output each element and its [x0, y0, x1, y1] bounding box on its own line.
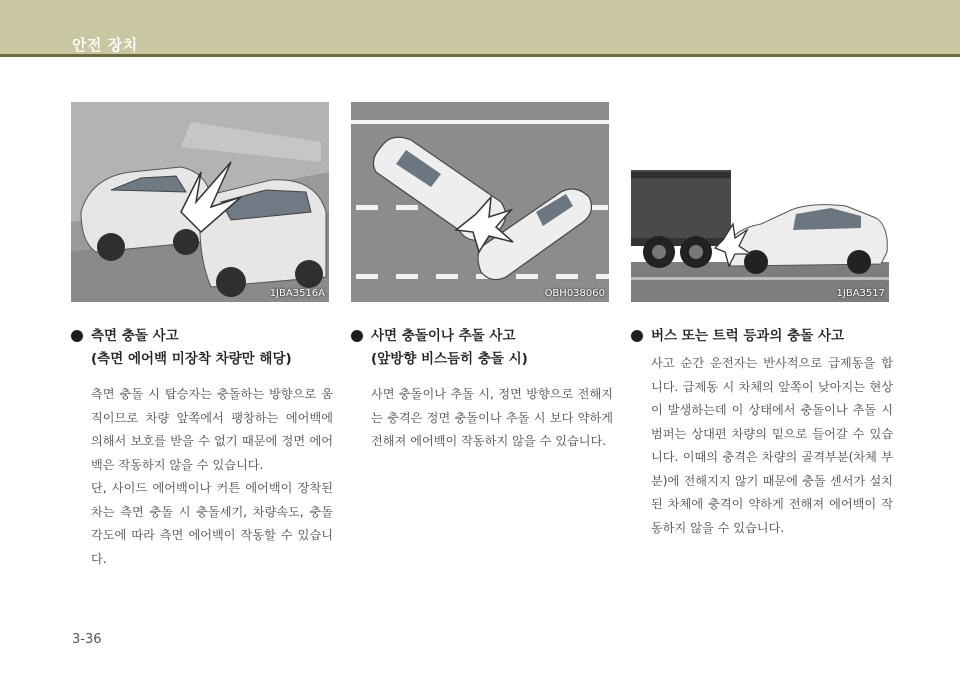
section-heading [631, 325, 893, 348]
oblique-collision-drawing [351, 102, 609, 302]
heading-title: 버스 또는 트럭 등과의 충돌 사고 [651, 328, 845, 344]
section-heading [351, 325, 613, 371]
body-paragraph: 사고 순간 운전자는 반사적으로 급제동을 합니다. 급제동 시 차체의 앞쪽이 낮아지는 현상이 발생하는데 이 상태에서 충돌이나 추돌 시 범퍼는 상대편 차량의 밑으로 들어갈 수 있습니다. 이때의 충격은 차량의 골격부분(차체 부분)에 전해지지 않기 때문에 충돌 센서가 설치된 차체에 충격이 약하게 전해져 에어백이 작동하지 않을 수 있습니다. [651, 356, 893, 535]
section-oblique-collision [351, 325, 613, 454]
header-rule [0, 54, 960, 57]
body-paragraph: 사면 충돌이나 추돌 시, 정면 방향으로 전해지는 충격은 정면 충돌이나 추돌 시 보다 약하게 전해져 에어백이 작동하지 않을 수 있습니다. [371, 387, 613, 448]
figure-code: 1JBA3516A [269, 288, 325, 299]
section-body [71, 383, 333, 571]
bullet-icon [71, 330, 83, 342]
bullet-icon [351, 330, 363, 342]
oblique-collision-illustration [351, 102, 609, 302]
side-collision-illustration [71, 102, 329, 302]
heading-title: 사면 충돌이나 추돌 사고 [371, 328, 516, 344]
heading-subtitle: (측면 에어백 미장착 차량만 해당) [91, 351, 292, 367]
section-title: 안전 장치 [72, 36, 138, 54]
section-body [631, 352, 893, 540]
heading-title: 측면 충돌 사고 [91, 328, 179, 344]
page-number: 3-36 [72, 632, 102, 647]
section-truck-collision [631, 325, 893, 540]
body-paragraph: 단, 사이드 에어백이나 커튼 에어백이 장착된 차는 측면 충돌 시 충돌세기, 차량속도, 충돌각도에 따라 측면 에어백이 작동할 수 있습니다. [91, 481, 333, 566]
section-side-collision [71, 325, 333, 571]
heading-subtitle: (앞방향 비스듬히 충돌 시) [371, 351, 528, 367]
side-collision-drawing [71, 102, 329, 302]
truck-collision-illustration [631, 102, 889, 302]
page-header [0, 0, 960, 56]
bullet-icon [631, 330, 643, 342]
body-paragraph: 측면 충돌 시 탑승자는 충돌하는 방향으로 움직이므로 차량 앞쪽에서 팽창하는 에어백에 의해서 보호를 받을 수 없기 때문에 정면 에어백은 작동하지 않을 수 있습니다. [91, 387, 333, 472]
section-heading [71, 325, 333, 371]
truck-collision-drawing [631, 102, 889, 302]
figure-code: 1JBA3517 [836, 288, 885, 299]
figure-code: OBH038060 [544, 288, 605, 299]
section-body [351, 383, 613, 454]
